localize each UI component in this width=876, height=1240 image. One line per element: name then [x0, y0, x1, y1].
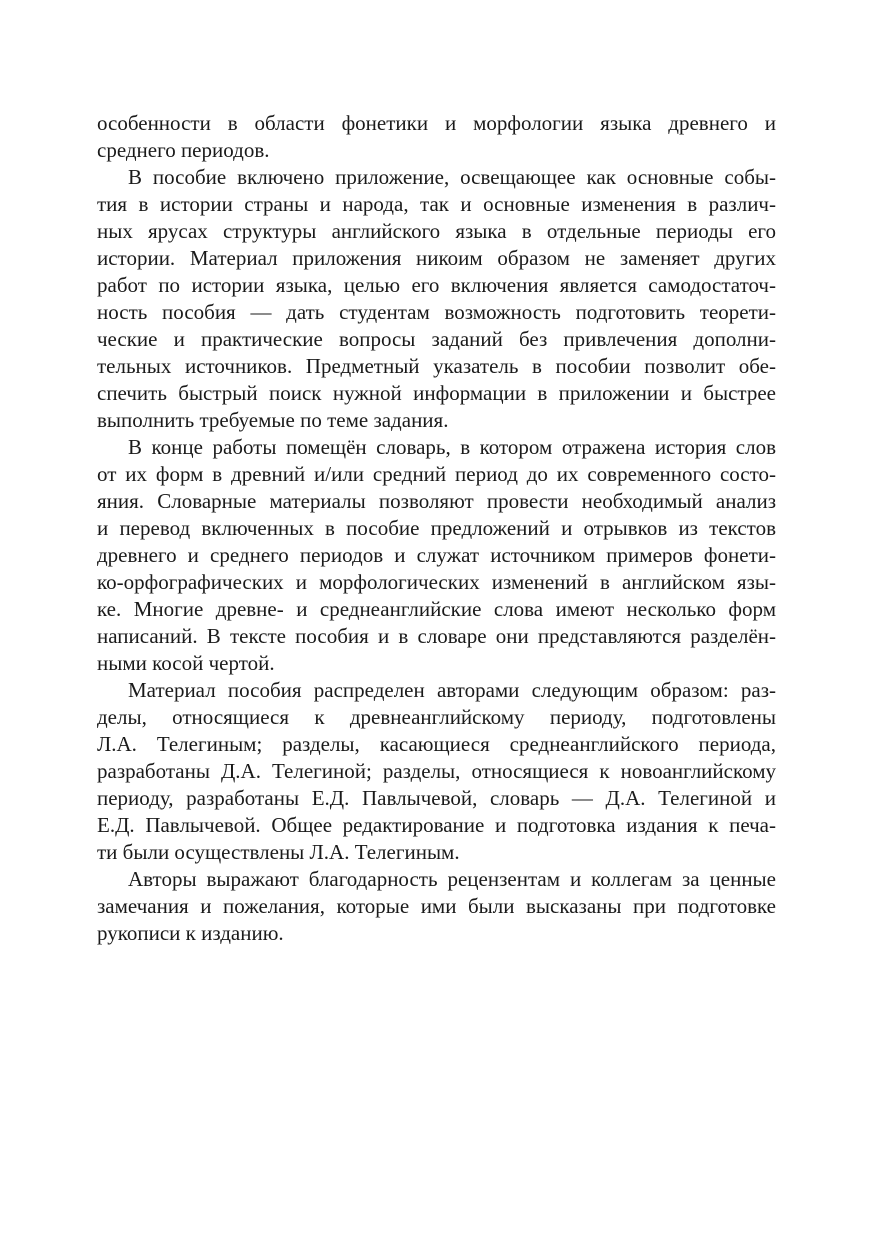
text-line: замечания и пожелания, которые ими были высказаны при подготовке [97, 894, 776, 918]
text-line: ти были осуществлены Л.А. Телегиным. [97, 840, 460, 864]
text-line: делы, относящиеся к древнеанглийскому периоду, подготовлены [97, 705, 776, 729]
text-line: Е.Д. Павлычевой. Общее редактирование и подготовка издания к печа- [97, 813, 776, 837]
text-line: ческие и практические вопросы заданий без привлечения дополни- [97, 327, 776, 351]
text-line: и перевод включенных в пособие предложений и отрывков из текстов [97, 516, 776, 540]
text-line: спечить быстрый поиск нужной информации в приложении и быстрее [97, 381, 776, 405]
text-line: периоду, разработаны Е.Д. Павлычевой, словарь — Д.А. Телегиной и [97, 786, 776, 810]
text-line: выполнить требуемые по теме задания. [97, 408, 449, 432]
text-line: написаний. В тексте пособия и в словаре они представляются разделён- [97, 624, 776, 648]
text-line: Л.А. Телегиным; разделы, касающиеся среднеанглийского периода, [97, 732, 776, 756]
text-line: яния. Словарные материалы позволяют провести необходимый анализ [97, 489, 776, 513]
text-line: особенности в области фонетики и морфологии языка древнего и [97, 111, 776, 135]
text-line: тельных источников. Предметный указатель в пособии позволит обе- [97, 354, 776, 378]
text-line: ко-орфографических и морфологических изменений в английском язы- [97, 570, 776, 594]
text-line: Материал пособия распределен авторами следующим образом: раз- [128, 678, 776, 702]
text-line: разработаны Д.А. Телегиной; разделы, относящиеся к новоанглийскому [97, 759, 776, 783]
page-body [97, 110, 776, 947]
text-line: истории. Материал приложения никоим образом не заменяет других [97, 246, 776, 270]
text-line: ность пособия — дать студентам возможность подготовить теорети- [97, 300, 776, 324]
paragraph-2 [97, 164, 776, 434]
text-line: среднего периодов. [97, 138, 270, 162]
text-line: ными косой чертой. [97, 651, 275, 675]
text-line: ных ярусах структуры английского языка в отдельные периоды его [97, 219, 776, 243]
paragraph-3 [97, 434, 776, 677]
text-line: рукописи к изданию. [97, 921, 284, 945]
text-line: Авторы выражают благодарность рецензентам и коллегам за ценные [128, 867, 776, 891]
text-line: В пособие включено приложение, освещающее как основные собы- [128, 165, 776, 189]
text-line: ке. Многие древне- и среднеанглийские слова имеют несколько форм [97, 597, 776, 621]
text-line: тия в истории страны и народа, так и основные изменения в различ- [97, 192, 776, 216]
paragraph-5 [97, 866, 776, 947]
text-line: от их форм в древний и/или средний период до их современного состо- [97, 462, 776, 486]
paragraph-1 [97, 110, 776, 164]
text-line: древнего и среднего периодов и служат источником примеров фонети- [97, 543, 776, 567]
text-line: В конце работы помещён словарь, в котором отражена история слов [128, 435, 776, 459]
text-line: работ по истории языка, целью его включения является самодостаточ- [97, 273, 776, 297]
paragraph-4 [97, 677, 776, 866]
